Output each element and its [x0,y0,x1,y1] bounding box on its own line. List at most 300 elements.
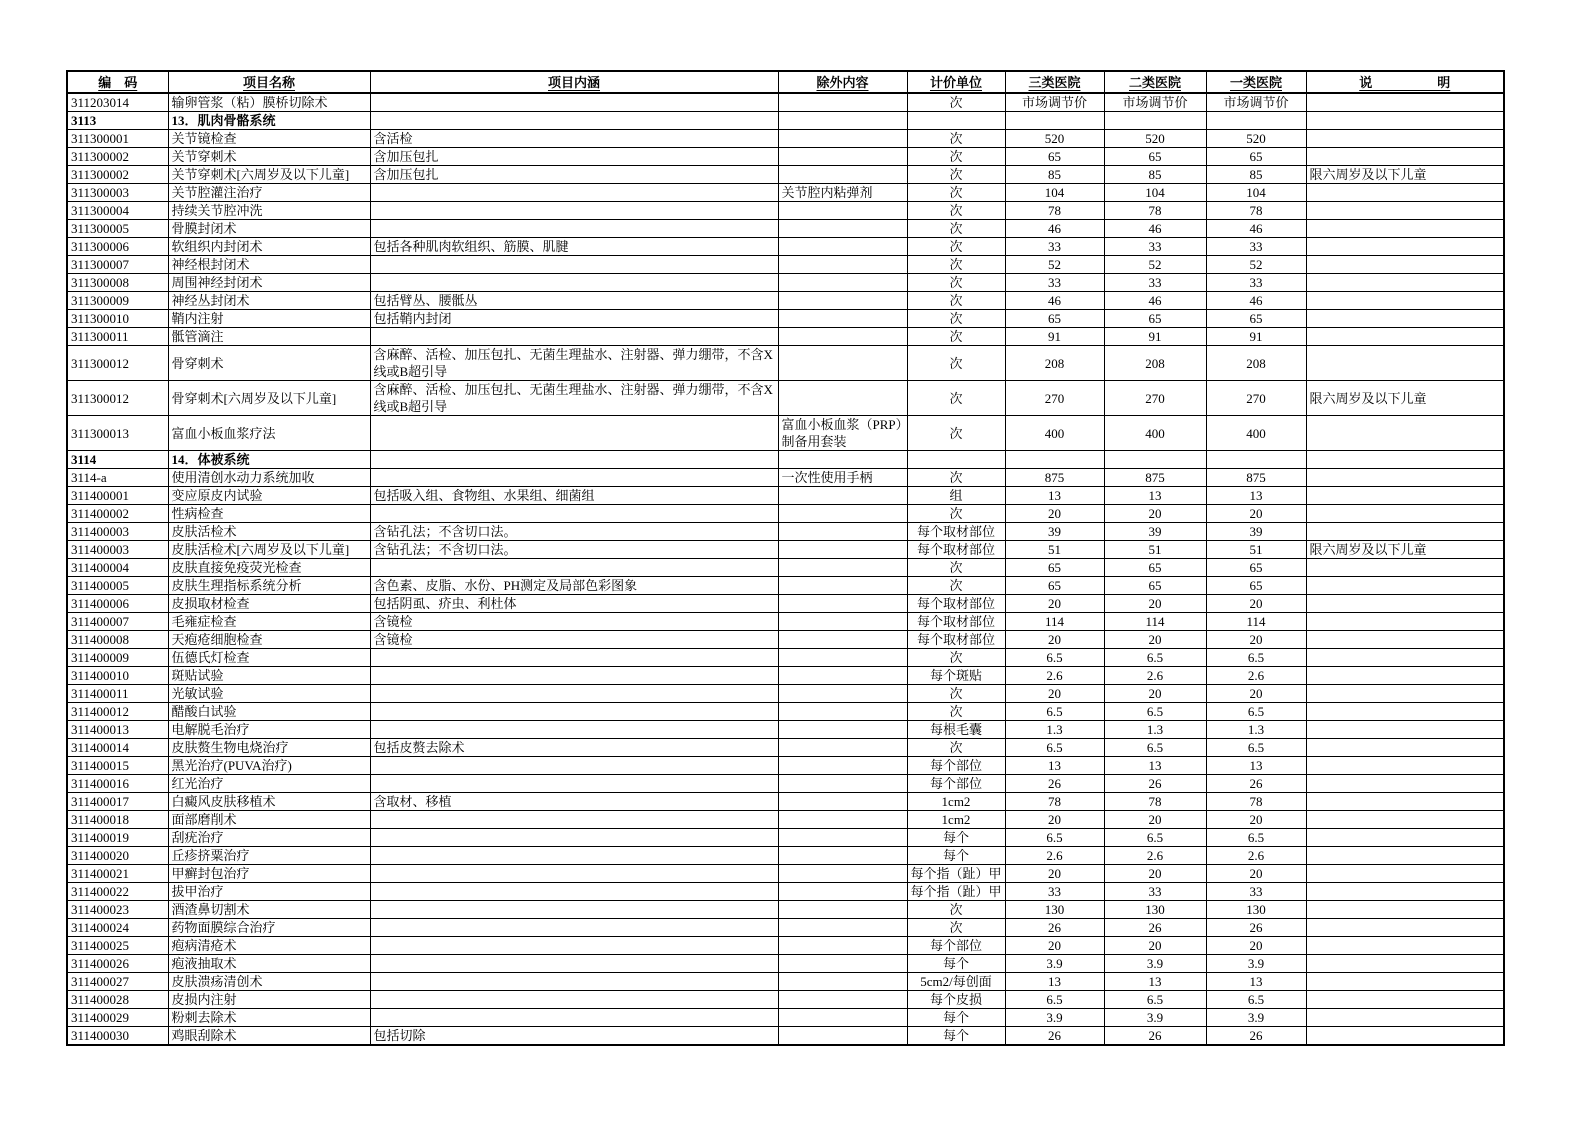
cell-code: 311300012 [67,346,168,381]
cell-note [1306,613,1504,631]
cell-unit: 每个皮损 [907,991,1005,1009]
cell-note [1306,148,1504,166]
cell-unit: 次 [907,577,1005,595]
cell-note [1306,757,1504,775]
cell-code: 311400022 [67,883,168,901]
cell-exclusion [778,112,907,130]
cell-code: 311400004 [67,559,168,577]
cell-price-tier2: 51 [1104,541,1206,559]
cell-unit: 每个部位 [907,775,1005,793]
cell-code: 311400018 [67,811,168,829]
cell-unit: 次 [907,559,1005,577]
cell-price-tier1: 20 [1206,595,1306,613]
cell-exclusion [778,613,907,631]
cell-name: 骶管滴注 [168,328,370,346]
cell-code: 311300002 [67,148,168,166]
cell-unit: 次 [907,93,1005,112]
cell-name: 性病检查 [168,505,370,523]
cell-name: 皮损内注射 [168,991,370,1009]
cell-content [370,1009,778,1027]
cell-content [370,775,778,793]
cell-price-tier2: 20 [1104,595,1206,613]
cell-unit: 每个取材部位 [907,613,1005,631]
cell-price-tier2: 13 [1104,487,1206,505]
table-row [67,238,1504,256]
cell-name: 神经丛封闭术 [168,292,370,310]
cell-name: 关节穿刺术 [168,148,370,166]
cell-price-tier2: 33 [1104,238,1206,256]
cell-price-tier1: 51 [1206,541,1306,559]
table-row [67,328,1504,346]
cell-code: 311400005 [67,577,168,595]
cell-unit: 次 [907,739,1005,757]
cell-note [1306,937,1504,955]
cell-name: 疱病清疮术 [168,937,370,955]
cell-price-tier2: 20 [1104,865,1206,883]
table-row [67,811,1504,829]
cell-name: 天疱疮细胞检查 [168,631,370,649]
cell-name: 皮肤直接免疫荧光检查 [168,559,370,577]
cell-unit: 每个 [907,955,1005,973]
cell-price-tier2: 520 [1104,130,1206,148]
header-tier2-label: 二类医院 [1128,74,1181,90]
cell-price-tier2 [1104,451,1206,469]
cell-code: 311400006 [67,595,168,613]
cell-content: 含镜检 [370,631,778,649]
cell-exclusion [778,310,907,328]
cell-code: 311400019 [67,829,168,847]
cell-price-tier1: 26 [1206,775,1306,793]
cell-content [370,469,778,487]
cell-price-tier1: 91 [1206,328,1306,346]
cell-note [1306,292,1504,310]
cell-content: 含活检 [370,130,778,148]
cell-code: 311300009 [67,292,168,310]
cell-price-tier3: 270 [1005,381,1104,416]
cell-exclusion: 富血小板血浆（PRP）制备用套装 [778,416,907,451]
cell-exclusion [778,166,907,184]
cell-content [370,220,778,238]
cell-price-tier2: 114 [1104,613,1206,631]
table-row [67,595,1504,613]
cell-exclusion [778,381,907,416]
table-row [67,93,1504,112]
cell-price-tier2: 65 [1104,148,1206,166]
cell-price-tier3: 1.3 [1005,721,1104,739]
table-row [67,274,1504,292]
table-row [67,793,1504,811]
cell-note [1306,973,1504,991]
cell-name: 拔甲治疗 [168,883,370,901]
cell-price-tier1: 20 [1206,685,1306,703]
cell-name: 软组织内封闭术 [168,238,370,256]
cell-code: 311400029 [67,1009,168,1027]
cell-code: 311300011 [67,328,168,346]
cell-content: 包括皮赘去除术 [370,739,778,757]
cell-content: 包括切除 [370,1027,778,1046]
cell-note [1306,865,1504,883]
cell-code: 311400003 [67,541,168,559]
cell-name: 红光治疗 [168,775,370,793]
cell-content [370,865,778,883]
cell-name: 疱液抽取术 [168,955,370,973]
cell-name: 白癜风皮肤移植术 [168,793,370,811]
cell-price-tier2: 26 [1104,919,1206,937]
header-content-label: 项目内涵 [547,74,600,90]
cell-note: 限六周岁及以下儿童 [1306,381,1504,416]
cell-price-tier3: 52 [1005,256,1104,274]
cell-exclusion [778,487,907,505]
cell-name: 鸡眼刮除术 [168,1027,370,1046]
cell-code: 311300010 [67,310,168,328]
cell-name: 皮肤活检术 [168,523,370,541]
cell-exclusion [778,1027,907,1046]
table-row [67,559,1504,577]
table-row [67,1009,1504,1027]
header-name-label: 项目名称 [242,74,295,90]
cell-note [1306,416,1504,451]
cell-code: 311300004 [67,202,168,220]
cell-note [1306,901,1504,919]
cell-name: 骨穿刺术 [168,346,370,381]
cell-price-tier3: 78 [1005,202,1104,220]
cell-exclusion [778,541,907,559]
header-tier1-label: 一类医院 [1229,74,1282,90]
cell-exclusion [778,577,907,595]
cell-name: 皮肤活检术[六周岁及以下儿童] [168,541,370,559]
cell-content [370,685,778,703]
cell-price-tier3: 20 [1005,937,1104,955]
table-row [67,112,1504,130]
cell-name: 14．体被系统 [168,451,370,469]
cell-note [1306,238,1504,256]
cell-price-tier3: 33 [1005,238,1104,256]
cell-content [370,112,778,130]
cell-price-tier2: 6.5 [1104,703,1206,721]
cell-price-tier3: 3.9 [1005,1009,1104,1027]
cell-price-tier1: 208 [1206,346,1306,381]
cell-price-tier3: 26 [1005,1027,1104,1046]
cell-price-tier2: 208 [1104,346,1206,381]
cell-content [370,667,778,685]
cell-unit: 每个 [907,829,1005,847]
cell-price-tier3: 400 [1005,416,1104,451]
cell-price-tier2: 65 [1104,559,1206,577]
cell-price-tier2: 26 [1104,1027,1206,1046]
cell-code: 311203014 [67,93,168,112]
cell-price-tier3: 46 [1005,292,1104,310]
cell-unit: 每个指（趾）甲 [907,865,1005,883]
header-row [67,71,1504,93]
cell-price-tier3: 39 [1005,523,1104,541]
cell-content: 包括各种肌肉软组织、筋膜、肌腱 [370,238,778,256]
table-row [67,937,1504,955]
cell-exclusion [778,811,907,829]
cell-price-tier3: 6.5 [1005,991,1104,1009]
cell-price-tier1: 52 [1206,256,1306,274]
cell-note [1306,220,1504,238]
cell-content: 含麻醉、活检、加压包扎、无菌生理盐水、注射器、弹力绷带，不含X线或B超引导 [370,346,778,381]
cell-unit: 5cm2/每创面 [907,973,1005,991]
cell-name: 黑光治疗(PUVA治疗) [168,757,370,775]
cell-content: 含取材、移植 [370,793,778,811]
cell-price-tier2: 13 [1104,973,1206,991]
cell-exclusion [778,775,907,793]
table-row [67,919,1504,937]
table-row [67,703,1504,721]
cell-note [1306,685,1504,703]
cell-code: 311400003 [67,523,168,541]
cell-code: 311400021 [67,865,168,883]
cell-code: 311400008 [67,631,168,649]
cell-unit: 次 [907,901,1005,919]
cell-content: 含麻醉、活检、加压包扎、无菌生理盐水、注射器、弹力绷带，不含X线或B超引导 [370,381,778,416]
cell-unit: 次 [907,685,1005,703]
cell-code: 3113 [67,112,168,130]
cell-unit: 每个斑贴 [907,667,1005,685]
cell-name: 甲癣封包治疗 [168,865,370,883]
cell-price-tier2: 400 [1104,416,1206,451]
cell-price-tier1: 市场调节价 [1206,93,1306,112]
cell-price-tier3: 33 [1005,883,1104,901]
cell-note [1306,577,1504,595]
header-tier3-label: 三类医院 [1028,74,1081,90]
cell-exclusion [778,883,907,901]
cell-code: 311400023 [67,901,168,919]
header-tier1-hospital [1206,71,1306,93]
cell-price-tier3: 130 [1005,901,1104,919]
cell-unit: 次 [907,202,1005,220]
cell-price-tier2: 市场调节价 [1104,93,1206,112]
cell-note [1306,811,1504,829]
cell-price-tier1: 6.5 [1206,991,1306,1009]
cell-price-tier1: 26 [1206,1027,1306,1046]
table-row [67,148,1504,166]
cell-unit: 次 [907,238,1005,256]
table-row [67,130,1504,148]
table-row [67,685,1504,703]
cell-unit: 次 [907,416,1005,451]
cell-note [1306,346,1504,381]
cell-price-tier3: 65 [1005,148,1104,166]
cell-price-tier1: 20 [1206,865,1306,883]
cell-price-tier2: 20 [1104,685,1206,703]
cell-exclusion [778,274,907,292]
cell-price-tier1: 20 [1206,505,1306,523]
cell-price-tier2: 65 [1104,577,1206,595]
cell-price-tier2: 65 [1104,310,1206,328]
cell-exclusion [778,847,907,865]
cell-exclusion [778,919,907,937]
cell-code: 311400027 [67,973,168,991]
cell-code: 311400024 [67,919,168,937]
cell-content [370,937,778,955]
cell-price-tier3: 91 [1005,328,1104,346]
cell-exclusion [778,595,907,613]
cell-name: 骨穿刺术[六周岁及以下儿童] [168,381,370,416]
cell-price-tier1: 33 [1206,883,1306,901]
cell-code: 311400012 [67,703,168,721]
cell-name: 电解脱毛治疗 [168,721,370,739]
cell-price-tier3: 20 [1005,631,1104,649]
cell-price-tier3: 2.6 [1005,847,1104,865]
cell-code: 311400009 [67,649,168,667]
table-row [67,505,1504,523]
header-exclusion [778,71,907,93]
table-row [67,202,1504,220]
cell-note [1306,631,1504,649]
cell-code: 311400013 [67,721,168,739]
cell-price-tier1: 2.6 [1206,667,1306,685]
cell-name: 关节腔灌注治疗 [168,184,370,202]
cell-price-tier3: 市场调节价 [1005,93,1104,112]
cell-price-tier2: 875 [1104,469,1206,487]
cell-content [370,274,778,292]
cell-content: 含钻孔法；不含切口法。 [370,541,778,559]
cell-price-tier3: 2.6 [1005,667,1104,685]
cell-name: 伍德氏灯检查 [168,649,370,667]
cell-unit: 次 [907,649,1005,667]
cell-price-tier2: 130 [1104,901,1206,919]
cell-price-tier1: 6.5 [1206,829,1306,847]
cell-name: 神经根封闭术 [168,256,370,274]
cell-code: 311400016 [67,775,168,793]
cell-note [1306,523,1504,541]
cell-content [370,416,778,451]
cell-code: 311300005 [67,220,168,238]
cell-exclusion [778,505,907,523]
cell-code: 311400015 [67,757,168,775]
table-row [67,220,1504,238]
cell-price-tier3 [1005,451,1104,469]
cell-price-tier3: 20 [1005,505,1104,523]
cell-price-tier1: 65 [1206,559,1306,577]
cell-code: 311400011 [67,685,168,703]
cell-unit: 次 [907,310,1005,328]
cell-code: 311400025 [67,937,168,955]
cell-unit: 次 [907,919,1005,937]
cell-unit: 次 [907,256,1005,274]
cell-name: 药物面膜综合治疗 [168,919,370,937]
cell-unit [907,451,1005,469]
cell-price-tier1: 78 [1206,202,1306,220]
cell-note: 限六周岁及以下儿童 [1306,166,1504,184]
cell-code: 311300012 [67,381,168,416]
cell-unit: 次 [907,505,1005,523]
cell-note [1306,793,1504,811]
cell-note [1306,667,1504,685]
cell-price-tier3: 33 [1005,274,1104,292]
cell-content [370,505,778,523]
cell-unit: 每个取材部位 [907,541,1005,559]
cell-unit: 次 [907,184,1005,202]
cell-price-tier3: 78 [1005,793,1104,811]
cell-note [1306,93,1504,112]
cell-exclusion [778,901,907,919]
cell-note [1306,505,1504,523]
table-row [67,883,1504,901]
header-note [1306,71,1504,93]
cell-content [370,901,778,919]
cell-content [370,991,778,1009]
cell-unit: 每个取材部位 [907,523,1005,541]
cell-price-tier1: 13 [1206,487,1306,505]
cell-note [1306,829,1504,847]
cell-note [1306,130,1504,148]
header-unit-label: 计价单位 [929,74,982,90]
cell-exclusion [778,973,907,991]
cell-price-tier2: 6.5 [1104,739,1206,757]
table-row [67,613,1504,631]
cell-name: 皮肤生理指标系统分析 [168,577,370,595]
table-row [67,955,1504,973]
cell-note [1306,847,1504,865]
cell-unit: 每个取材部位 [907,631,1005,649]
cell-unit: 每个部位 [907,937,1005,955]
cell-price-tier1: 13 [1206,973,1306,991]
cell-unit: 每个取材部位 [907,595,1005,613]
cell-price-tier2: 270 [1104,381,1206,416]
cell-price-tier2: 3.9 [1104,1009,1206,1027]
cell-price-tier3: 65 [1005,310,1104,328]
cell-price-tier3: 51 [1005,541,1104,559]
header-exclusion-label: 除外内容 [816,74,869,90]
cell-content: 包括鞘内封闭 [370,310,778,328]
table-row [67,973,1504,991]
cell-note [1306,184,1504,202]
cell-name: 面部磨削术 [168,811,370,829]
cell-price-tier1: 20 [1206,811,1306,829]
cell-name: 光敏试验 [168,685,370,703]
cell-price-tier3: 65 [1005,559,1104,577]
cell-code: 311300013 [67,416,168,451]
cell-price-tier3: 6.5 [1005,829,1104,847]
cell-note [1306,649,1504,667]
cell-name: 关节穿刺术[六周岁及以下儿童] [168,166,370,184]
cell-note [1306,274,1504,292]
cell-exclusion [778,685,907,703]
cell-price-tier3: 3.9 [1005,955,1104,973]
cell-price-tier2: 78 [1104,202,1206,220]
header-name [168,71,370,93]
cell-price-tier3: 6.5 [1005,739,1104,757]
cell-name: 醋酸白试验 [168,703,370,721]
cell-price-tier2: 91 [1104,328,1206,346]
table-row [67,346,1504,381]
cell-unit [907,112,1005,130]
cell-price-tier1: 520 [1206,130,1306,148]
cell-price-tier2: 33 [1104,883,1206,901]
cell-price-tier1: 6.5 [1206,649,1306,667]
cell-price-tier1: 114 [1206,613,1306,631]
cell-note [1306,256,1504,274]
cell-price-tier2: 46 [1104,292,1206,310]
cell-name: 富血小板血浆疗法 [168,416,370,451]
cell-content [370,649,778,667]
cell-name: 皮肤赘生物电烧治疗 [168,739,370,757]
cell-exclusion [778,559,907,577]
cell-content: 含加压包扎 [370,148,778,166]
cell-price-tier3: 13 [1005,973,1104,991]
cell-price-tier1: 26 [1206,919,1306,937]
cell-exclusion [778,292,907,310]
cell-price-tier3: 208 [1005,346,1104,381]
cell-note [1306,469,1504,487]
cell-code: 311400026 [67,955,168,973]
cell-exclusion [778,238,907,256]
cell-unit: 次 [907,148,1005,166]
cell-content [370,919,778,937]
